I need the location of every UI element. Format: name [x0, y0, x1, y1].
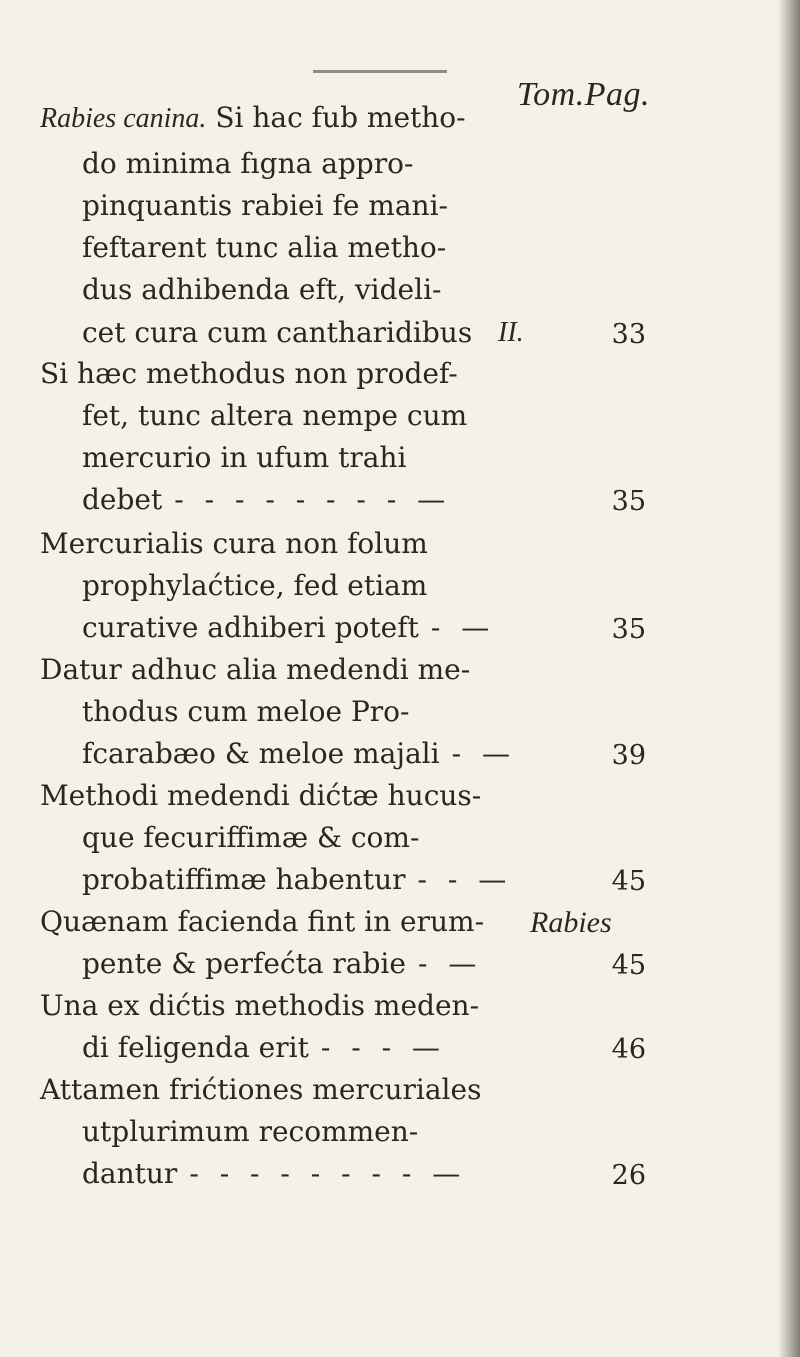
- entry-text: Quænam facienda fint in erum-: [40, 905, 485, 938]
- entry-text: Mercurialis cura non folum: [40, 527, 428, 560]
- leader-dashes: - - - - - - - - —: [174, 483, 452, 516]
- entry-text: dus adhibenda eft, videli-: [82, 273, 442, 306]
- index-entry-continuation: [82, 569, 428, 602]
- page-number: 45: [611, 866, 646, 897]
- entry-text: fet, tunc altera nempe cum: [82, 399, 468, 432]
- page-number: 33: [611, 319, 646, 350]
- entry-text: utplurimum recommen-: [82, 1115, 419, 1148]
- leader-dashes: - - —: [417, 863, 513, 896]
- entry-text: curative adhiberi poteft: [82, 611, 419, 644]
- index-entry-continuation: [82, 611, 496, 644]
- page-number: 45: [611, 950, 646, 981]
- entry-text: Attamen frićtiones mercuriales: [40, 1073, 482, 1106]
- index-entry-first-line: [40, 989, 480, 1022]
- index-entry-continuation: [82, 737, 516, 770]
- page-edge-shadow: [778, 0, 800, 1357]
- index-entry-first-line: [40, 1073, 482, 1106]
- index-entry-first-line: [40, 101, 466, 134]
- page-number: 26: [611, 1160, 646, 1191]
- index-entry-continuation: [82, 231, 447, 264]
- index-entry-continuation: [82, 863, 513, 896]
- index-entry-continuation: [82, 947, 483, 980]
- index-entry-continuation: [82, 147, 414, 180]
- index-entry-continuation: [82, 441, 407, 474]
- entry-text: pente & perfećta rabie: [82, 947, 406, 980]
- index-entry-first-line: [40, 779, 482, 812]
- entry-text: Si hac fub metho-: [206, 101, 466, 134]
- page-number: 46: [611, 1034, 646, 1065]
- entry-text: pinquantis rabiei fe mani-: [82, 189, 448, 222]
- index-entry-continuation: [82, 273, 442, 306]
- leader-dashes: - —: [430, 611, 496, 644]
- index-entry-continuation: [82, 316, 524, 349]
- index-entry-continuation: [82, 821, 420, 854]
- leader-dashes: - —: [417, 947, 483, 980]
- entry-text: do minima fıgna appro-: [82, 147, 414, 180]
- leader-dashes: - - - - - - - - —: [189, 1157, 467, 1190]
- entry-text: feftarent tunc alia metho-: [82, 231, 447, 264]
- entry-text: dantur: [82, 1157, 178, 1190]
- index-entry-continuation: [82, 1115, 419, 1148]
- entry-text: cet cura cum cantharidibus: [82, 316, 473, 349]
- entry-text: Una ex dićtis methodis meden-: [40, 989, 480, 1022]
- index-entry-first-line: [40, 527, 428, 560]
- index-entry-first-line: [40, 653, 471, 686]
- header-rule: [313, 70, 447, 73]
- index-entry-first-line: [40, 357, 458, 390]
- page-number: 35: [611, 614, 646, 645]
- entry-heading: Rabies canina.: [40, 103, 207, 134]
- entry-text: prophylaćtice, fed etiam: [82, 569, 428, 602]
- catchword: Rabies: [530, 906, 612, 939]
- leader-dashes: - - - —: [320, 1031, 446, 1064]
- entry-text: probatiffimæ habentur: [82, 863, 406, 896]
- entry-text: que fecuriffimæ & com-: [82, 821, 420, 854]
- index-entry-continuation: [82, 483, 452, 516]
- index-entry-continuation: [82, 1031, 446, 1064]
- index-entry-continuation: [82, 399, 468, 432]
- entry-text: mercurio in ufum trahi: [82, 441, 407, 474]
- entry-text: di feligenda erit: [82, 1031, 309, 1064]
- entry-text: thodus cum meloe Pro-: [82, 695, 410, 728]
- running-header: Tom.Pag.: [516, 76, 650, 113]
- entry-text: Methodi medendi dićtæ hucus-: [40, 779, 482, 812]
- entry-text: debet: [82, 483, 163, 516]
- leader-dashes: - —: [451, 737, 516, 770]
- index-entry-continuation: [82, 1157, 467, 1190]
- index-entry-continuation: [82, 695, 410, 728]
- entry-text: fcarabæo & meloe majali: [82, 737, 440, 770]
- page-number: 35: [611, 486, 646, 517]
- entry-text: Datur adhuc alia medendi me-: [40, 653, 471, 686]
- index-entry-continuation: [82, 189, 448, 222]
- index-entry-first-line: [40, 905, 485, 938]
- entry-text: Si hæc methodus non prodef-: [40, 357, 458, 390]
- section-number: II.: [498, 317, 524, 348]
- page-number: 39: [611, 740, 646, 771]
